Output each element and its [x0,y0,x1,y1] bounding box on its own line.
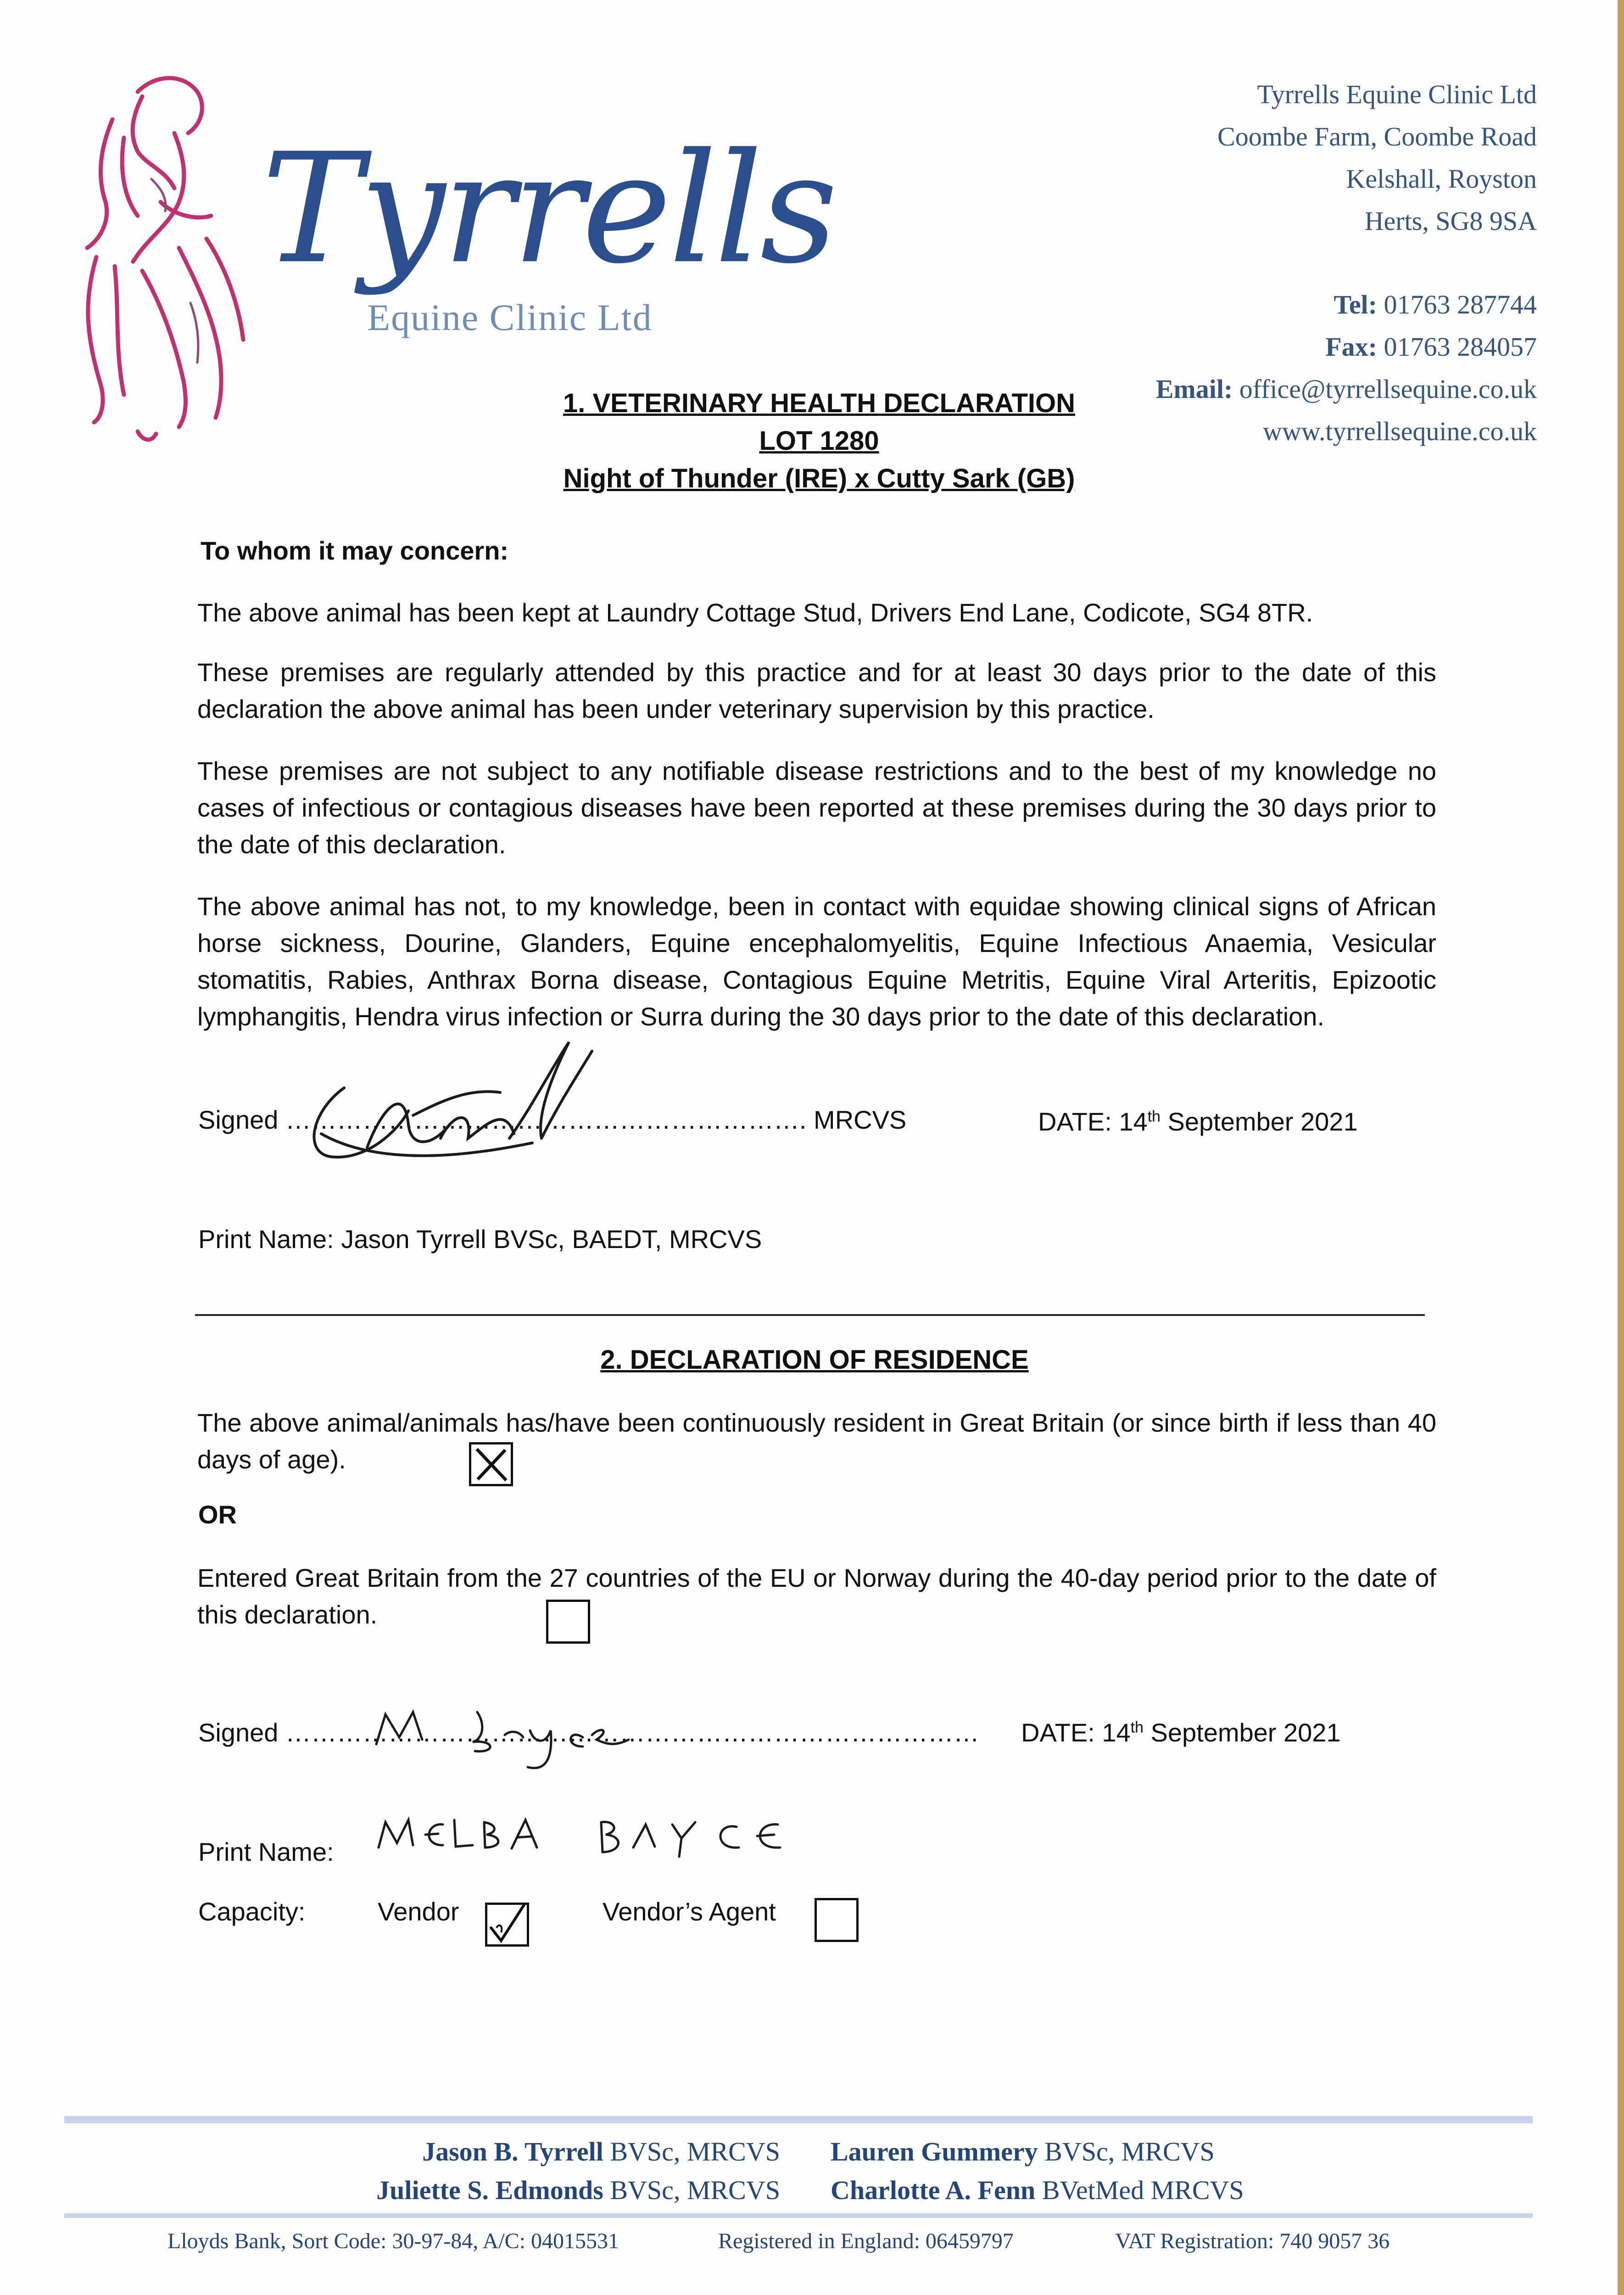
vet-date: DATE: 14th September 2021 [1038,1107,1358,1136]
vet-partner: Jason B. Tyrrell BVSc, MRCVS [422,2137,780,2166]
address-line: Coombe Farm, Coombe Road [1217,122,1537,151]
address-line: Kelshall, Royston [1346,164,1537,194]
vendor-date: DATE: 14th September 2021 [1021,1718,1341,1747]
vendor-checkbox[interactable] [485,1903,529,1947]
vet-print-name: Print Name: Jason Tyrrell BVSc, BAEDT, MRCVS [198,1225,762,1254]
footer-band-top [64,2116,1533,2123]
paragraph-contact: The above animal has not, to my knowledge, been in contact with equidae showing clinical signs of African horse sickness, Dourine, Glanders, Equine encephalomyelitis, Equine Infectious Anaemia, Vesicular stomatitis, Rabies, Anthrax Borna disease, Contagious Equine Metritis, Equine Viral Arteritis, Epizootic lymphangitis, Hendra virus infection or Surra during the 30 days prior to the date of this declaration. [197,892,1436,1031]
email-link[interactable]: office@tyrrellsequine.co.uk [1239,374,1537,404]
lot-number: LOT 1280 [759,426,879,456]
vendor-signature [372,1694,693,1781]
paragraph-restrictions: These premises are not subject to any notifiable disease restrictions and to the best of my knowledge no cases of infectious or contagious diseases have been reported at these premises during the 30 days prior to the date of this declaration. [197,756,1436,859]
section1-title: 1. VETERINARY HEALTH DECLARATION [563,388,1076,418]
vat-registration: VAT Registration: 740 9057 36 [1115,2229,1390,2253]
address-line: Tyrrells Equine Clinic Ltd [1257,79,1537,109]
residence-eu-checkbox[interactable] [546,1600,590,1644]
vendor-agent-label: Vendor’s Agent [603,1897,776,1926]
section-divider [195,1314,1425,1316]
vet-partner: Juliette S. Edmonds BVSc, MRCVS [376,2175,780,2205]
residence-gb-checkbox[interactable] [469,1442,513,1486]
vendor-signed-line: Signed ……………………………………………………………………… [198,1718,979,1747]
company-registration: Registered in England: 06459797 [718,2229,1014,2253]
clinic-address [1156,73,1537,453]
residence-option-gb: The above animal/animals has/have been continuously resident in Great Britain (or since birth if less than 40 days of age). [197,1408,1436,1474]
tel-line: Tel: 01763 287744 [1334,290,1537,319]
x-mark-icon [471,1444,511,1484]
fax-line: Fax: 01763 284057 [1325,332,1537,362]
address-line: Herts, SG8 9SA [1364,206,1537,236]
logo-subtitle: Equine Clinic Ltd [367,297,653,338]
vet-partner: Charlotte A. Fenn BVetMed MRCVS [831,2175,1244,2205]
residence-option-eu: Entered Great Britain from the 27 countries of the EU or Norway during the 40-day period prior to the date of this declaration. [197,1563,1436,1629]
vet-signed-line: Signed ……………………………………………………. MRCVS [198,1105,907,1134]
vendor-print-name-label: Print Name: [198,1837,334,1866]
email-line: Email: office@tyrrellsequine.co.uk [1155,374,1537,404]
section2-title: 2. DECLARATION OF RESIDENCE [600,1345,1029,1375]
vet-signature [294,1033,615,1184]
paper-edge [1618,0,1624,2295]
capacity-label: Capacity: [198,1897,306,1926]
vendor-label: Vendor [378,1897,459,1926]
salutation: To whom it may concern: [201,536,509,565]
logo-wordmark: Tyrrells [262,121,835,297]
paragraph-premises: The above animal has been kept at Laundry Cottage Stud, Drivers End Lane, Codicote, SG4 8TR. [197,598,1313,627]
footer-band-bottom [64,2213,1533,2218]
or-separator: OR [198,1500,237,1529]
breeding-line: Night of Thunder (IRE) x Cutty Sark (GB) [563,464,1075,493]
horse-icon [69,64,280,450]
website-link[interactable]: www.tyrrellsequine.co.uk [1262,416,1537,446]
vendor-agent-checkbox[interactable] [815,1898,859,1942]
vendor-print-name-handwritten [374,1806,805,1870]
paragraph-supervision: These premises are regularly attended by this practice and for at least 30 days prior to the date of this declaration the above animal has been under veterinary supervision by this practice. [197,658,1436,723]
vet-partner: Lauren Gummery BVSc, MRCVS [831,2137,1215,2166]
bank-details: Lloyds Bank, Sort Code: 30-97-84, A/C: 04015531 [167,2229,619,2253]
tick-mark-icon [487,1905,527,1944]
